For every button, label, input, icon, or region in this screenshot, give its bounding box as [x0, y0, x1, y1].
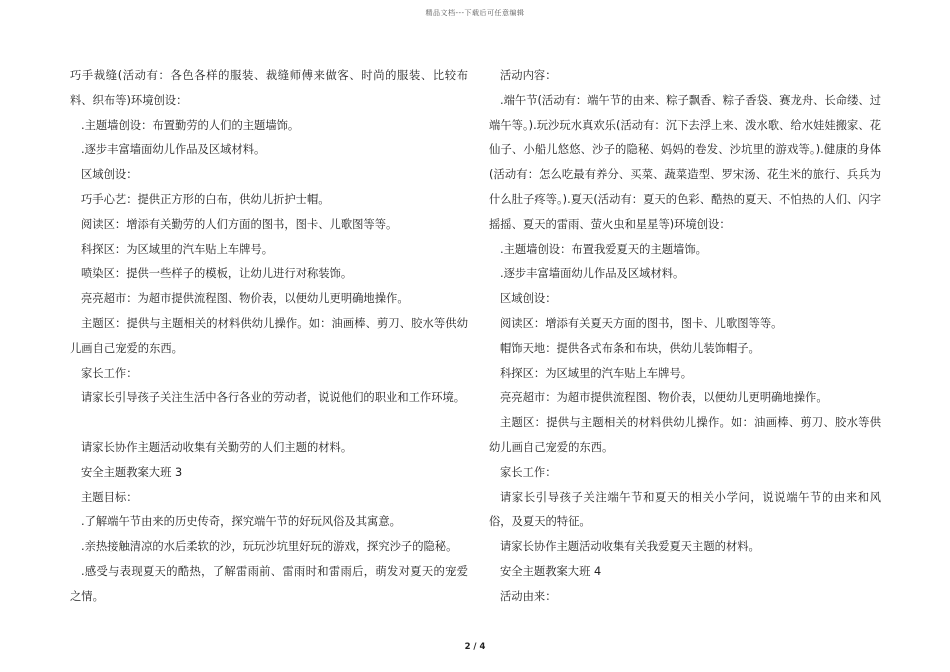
right-column — [489, 64, 881, 610]
paragraph: 区域创设： — [500, 292, 557, 306]
paragraph: 区域创设： — [81, 168, 138, 182]
paragraph: 请家长协作主题活动收集有关勤劳的人们主题的材料。 — [81, 440, 353, 454]
paragraph: 主题目标： — [81, 490, 138, 504]
paragraph: 主题区：提供与主题相关的材料供幼儿操作。如：油画棒、剪刀、胶水等供幼儿画自己宠爱的东西。 — [489, 416, 881, 454]
paragraph: 请家长引导孩子关注端午节和夏天的相关小学问，说说端午节的由来和风俗，及夏天的特征。 — [489, 490, 881, 529]
blank-line — [70, 411, 468, 436]
paragraph: .感受与表现夏天的酷热，了解雷雨前、雷雨时和雷雨后，萌发对夏天的宠爱之情。 — [70, 564, 468, 603]
paragraph: .端午节(活动有：端午节的由来、粽子飘香、粽子香袋、赛龙舟、长命缕、过端午等。).玩沙玩水真欢乐(活动有：沉下去浮上来、泼水歌、给水娃娃搬家、花仙子、小船儿悠悠、沙子的隐秘、妈妈的卷发、沙坑里的游戏等。).健康的身体(活动有：怎么吃最有养分、买菜、蔬菜造型、罗宋汤、花生米的旅行、兵兵为什么肚子疼等。).夏天(活动有：夏天的色彩、酷热的夏天、不怕热的人们、闪字摇摇、夏天的雷雨、萤火虫和星星等)环境创设： — [489, 93, 881, 231]
paragraph: 喷染区：提供一些样子的模板，让幼儿进行对称装饰。 — [81, 267, 353, 281]
page-number: 2 / 4 — [464, 642, 486, 652]
paragraph: 阅读区：增添有关夏天方面的图书，图卡、儿歌图等等。 — [500, 316, 783, 330]
page-header: 精品文档---下载后可任意编辑 — [425, 9, 525, 17]
section-title: 安全主题教案大班 4 — [500, 564, 602, 578]
paragraph: .逐步丰富墙面幼儿作品及区域材料。 — [81, 143, 266, 157]
paragraph: 请家长协作主题活动收集有关我爱夏天主题的材料。 — [500, 540, 760, 554]
paragraph: 科探区：为区域里的汽车贴上车牌号。 — [500, 366, 693, 380]
paragraph: .亲热接触清凉的水后柔软的沙，玩玩沙坑里好玩的游戏，探究沙子的隐秘。 — [81, 540, 458, 554]
paragraph: .了解端午节由来的历史传奇，探究端午节的好玩风俗及其寓意。 — [81, 515, 401, 529]
paragraph: 巧手裁缝(活动有：各色各样的服装、裁缝师傅来做客、时尚的服装、比较布料、织布等)环境创设： — [70, 69, 468, 107]
paragraph: 巧手心艺：提供正方形的白布，供幼儿折护士帽。 — [81, 192, 330, 206]
paragraph: 亮亮超市：为超市提供流程图、物价表，以便幼儿更明确地操作。 — [81, 292, 409, 306]
paragraph: .逐步丰富墙面幼儿作品及区域材料。 — [500, 267, 685, 281]
left-column — [70, 64, 468, 610]
paragraph: 科探区：为区域里的汽车贴上车牌号。 — [81, 242, 274, 256]
paragraph: 家长工作： — [81, 366, 138, 380]
paragraph: .主题墙创设：布置我爱夏天的主题墙饰。 — [500, 242, 707, 256]
paragraph: 活动由来： — [500, 589, 557, 603]
paragraph: 阅读区：增添有关勤劳的人们方面的图书，图卡、儿歌图等等。 — [81, 217, 398, 231]
paragraph: 亮亮超市：为超市提供流程图、物价表，以便幼儿更明确地操作。 — [500, 391, 828, 405]
paragraph: 活动内容： — [500, 69, 557, 82]
paragraph: 家长工作： — [500, 465, 557, 479]
section-title: 安全主题教案大班 3 — [81, 465, 183, 479]
paragraph: .主题墙创设：布置勤劳的人们的主题墙饰。 — [81, 118, 300, 132]
paragraph: 请家长引导孩子关注生活中各行各业的劳动者，说说他们的职业和工作环境。 — [81, 391, 466, 405]
paragraph: 主题区：提供与主题相关的材料供幼儿操作。如：油画棒、剪刀、胶水等供幼儿画自己宠爱的东西。 — [70, 316, 468, 355]
paragraph: 帽饰天地：提供各式布条和布块，供幼儿装饰帽子。 — [500, 341, 760, 355]
